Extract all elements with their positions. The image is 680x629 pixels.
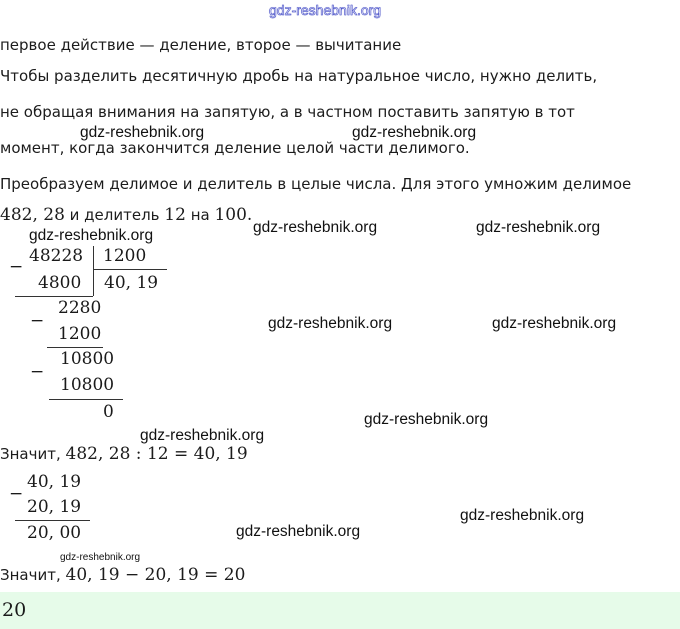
text-line-1: первое действие — деление, второе — вычитание — [0, 36, 402, 54]
division-minus-2: − — [30, 311, 45, 331]
division-remainder-2: 10800 — [60, 349, 115, 369]
conclusion-2 — [0, 566, 245, 584]
text-line-5: Преобразуем делимое и делитель в целые числа. Для этого умножим делимое — [0, 175, 632, 193]
division-line-3 — [49, 399, 123, 400]
watermark: gdz-reshebnik.org — [364, 411, 489, 428]
multiplier-value: 100 — [214, 205, 247, 225]
watermark: gdz-reshebnik.org — [253, 219, 378, 236]
division-divisor: 1200 — [103, 246, 147, 266]
watermark: gdz-reshebnik.org — [460, 507, 585, 524]
division-bracket-vertical — [93, 246, 94, 296]
division-subtrahend-2: 1200 — [58, 324, 102, 344]
division-subtrahend-1: 4800 — [38, 273, 82, 293]
division-remainder-1: 2280 — [58, 298, 102, 318]
subtraction-line — [15, 520, 90, 521]
watermark: gdz-reshebnik.org — [140, 427, 265, 444]
division-minus-1: − — [9, 257, 24, 277]
watermark: gdz-reshebnik.org — [80, 124, 205, 141]
division-quotient: 40, 19 — [104, 273, 159, 293]
division-minus-3: − — [30, 362, 45, 382]
conclusion-label: Значит, — [0, 445, 66, 463]
subtraction-result: 20, 00 — [27, 523, 82, 543]
text-line-2: Чтобы разделить десятичную дробь на натуральное число, нужно делить, — [0, 67, 598, 85]
text-line-6 — [0, 206, 252, 224]
subtraction-minuend: 40, 19 — [27, 472, 82, 492]
text-fragment: и делитель — [64, 206, 165, 224]
dividend-value: 482, 28 — [0, 205, 65, 225]
period: . — [246, 205, 253, 225]
watermark: gdz-reshebnik.org — [352, 124, 477, 141]
division-line-2 — [47, 347, 103, 348]
division-subtrahend-3: 10800 — [60, 375, 115, 395]
text-fragment: на — [185, 206, 215, 224]
watermark-small: gdz-reshebnik.org — [60, 552, 141, 563]
watermark-top: gdz-reshebnik.org — [269, 2, 382, 18]
subtraction-minus: − — [9, 484, 24, 504]
answer-value: 20 — [2, 599, 27, 621]
division-dividend: 48228 — [29, 246, 84, 266]
watermark: gdz-reshebnik.org — [268, 315, 393, 332]
conclusion-expression: 40, 19 − 20, 19 = 20 — [65, 565, 246, 585]
watermark: gdz-reshebnik.org — [476, 219, 601, 236]
division-final-remainder: 0 — [103, 402, 114, 422]
division-bracket-horizontal — [93, 269, 167, 270]
text-line-4: момент, когда закончится деление целой части делимого. — [0, 139, 470, 157]
watermark: gdz-reshebnik.org — [29, 227, 154, 244]
divisor-value: 12 — [164, 205, 186, 225]
conclusion-expression: 482, 28 : 12 = 40, 19 — [65, 444, 248, 464]
watermark: gdz-reshebnik.org — [236, 523, 361, 540]
conclusion-label: Значит, — [0, 566, 66, 584]
answer-box — [0, 592, 680, 629]
division-line-1 — [15, 296, 93, 297]
watermark: gdz-reshebnik.org — [492, 315, 617, 332]
subtraction-subtrahend: 20, 19 — [27, 497, 82, 517]
text-line-3: не обращая внимания на запятую, а в частном поставить запятую в тот — [0, 103, 575, 121]
conclusion-1 — [0, 445, 248, 463]
